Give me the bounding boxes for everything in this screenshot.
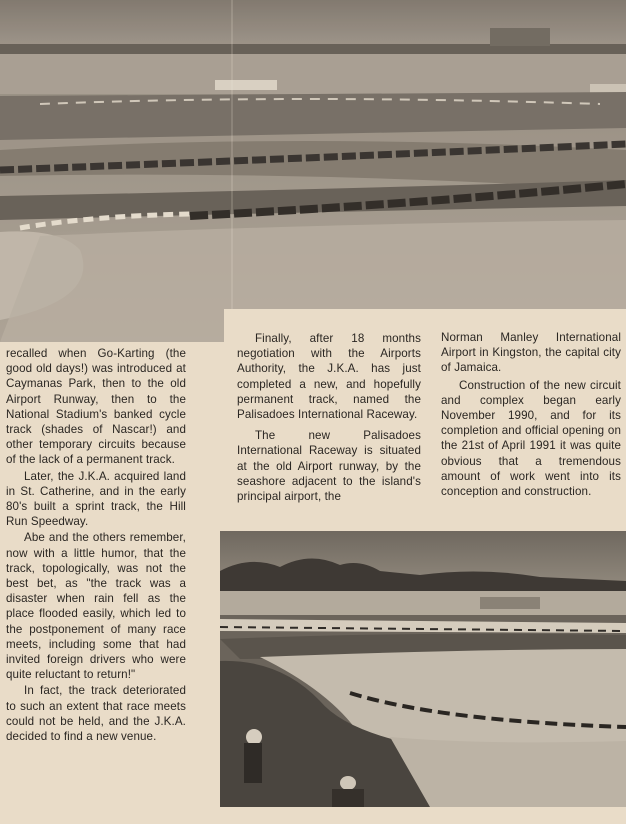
column-1-paragraph-2: Later, the J.K.A. acquired land in St. Catherine, and in the early 80's built a sprint track, the Hill Run Speedway. xyxy=(6,469,186,529)
bottom-raceway-photo xyxy=(220,531,626,807)
top-track-photo-image xyxy=(0,0,626,342)
column-2-paragraph-1: Finally, after 18 months negotiation with the Airports Authority, the J.K.A. has just completed a new, and hopefully permanent track, named the Palisadoes International Raceway. xyxy=(237,332,421,422)
top-track-photo xyxy=(0,0,626,342)
column-1-paragraph-3: Abe and the others remember, now with a little humor, that the track, topologically, was not the best bet, as "the track was a disaster when rain fell as the place flooded easily, which led to the postponement of many race meets, including some that had invited foreign drivers who were quite reluctant to return!" xyxy=(6,531,186,682)
column-2 xyxy=(237,330,421,504)
column-1-paragraph-1: recalled when Go-Karting (the good old days!) was introduced at Caymanas Park, then to the old Airport Runway, then to the National Stadium's banked cycle track (shades of Nascar!) and other temporary circuits because of the lack of a permanent track. xyxy=(6,347,186,467)
column-3-paragraph-2: Construction of the new circuit and complex began early November 1990, and for its completion and official opening on the 21st of April 1991 it was quite obvious that a tremendous amount of work went into its conception and construction. xyxy=(441,378,621,499)
bottom-raceway-photo-image xyxy=(220,531,626,807)
column-3-paragraph-1: Norman Manley International Airport in Kingston, the capital city of Jamaica. xyxy=(441,331,621,375)
column-3 xyxy=(441,330,621,499)
column-1 xyxy=(6,346,186,744)
column-2-paragraph-2: The new Palisadoes International Raceway is situated at the old Airport runway, by the seashore adjacent to the island's principal airport, the xyxy=(237,429,421,504)
column-1-paragraph-4: In fact, the track deteriorated to such an extent that race meets could not be held, and the J.K.A. decided to find a new venue. xyxy=(6,684,186,744)
